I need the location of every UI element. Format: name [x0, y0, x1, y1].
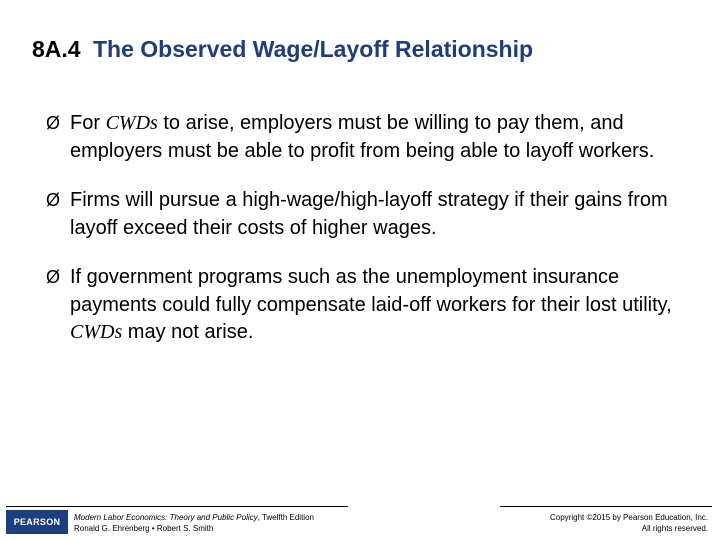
- logo-text: PEARSON: [13, 517, 61, 527]
- footer-divider-left: [6, 506, 348, 507]
- slide-title: [32, 36, 533, 63]
- footer-rights-line: All rights reserved.: [641, 524, 708, 533]
- footer-authors: Ronald G. Ehrenberg • Robert S. Smith: [74, 524, 214, 533]
- arrow-bullet-icon: Ø: [46, 267, 61, 287]
- footer-divider-right: [500, 506, 712, 507]
- arrow-bullet-icon: Ø: [46, 190, 61, 210]
- footer-book-line: [74, 512, 314, 523]
- arrow-bullet-icon: Ø: [46, 113, 61, 133]
- bullet-item: [46, 110, 686, 165]
- bullet-text-end: may not arise.: [122, 321, 254, 343]
- bullet-text: Firms will pursue a high-wage/high-layoff strategy if their gains from layoff exceed their costs of higher wages.: [70, 189, 668, 239]
- footer-book-title: Modern Labor Economics: Theory and Public Policy: [74, 513, 258, 522]
- bullet-text-italic: CWDs: [70, 321, 123, 343]
- bullet-text-start: If government programs such as the unemployment insurance payments could fully compensate laid-off workers for their lost utility,: [70, 266, 672, 316]
- footer-citation: [74, 512, 314, 534]
- footer-edition: , Twelfth Edition: [257, 513, 314, 522]
- pearson-logo: [6, 510, 68, 534]
- bullet-item: [46, 264, 686, 347]
- footer-copyright-line: Copyright ©2015 by Pearson Education, Inc.: [550, 513, 708, 522]
- page-title: The Observed Wage/Layoff Relationship: [92, 36, 534, 62]
- bullet-text-italic: CWDs: [105, 112, 158, 134]
- bullet-text-end: to arise, employers must be willing to pay them, and employers must be able to profit from being able to layoff workers.: [70, 112, 655, 162]
- footer-copyright: [550, 512, 708, 534]
- bullet-text-start: For: [70, 112, 106, 134]
- bullet-item: [46, 187, 686, 242]
- section-number: 8A.4: [32, 36, 81, 62]
- bullet-list: [46, 110, 686, 369]
